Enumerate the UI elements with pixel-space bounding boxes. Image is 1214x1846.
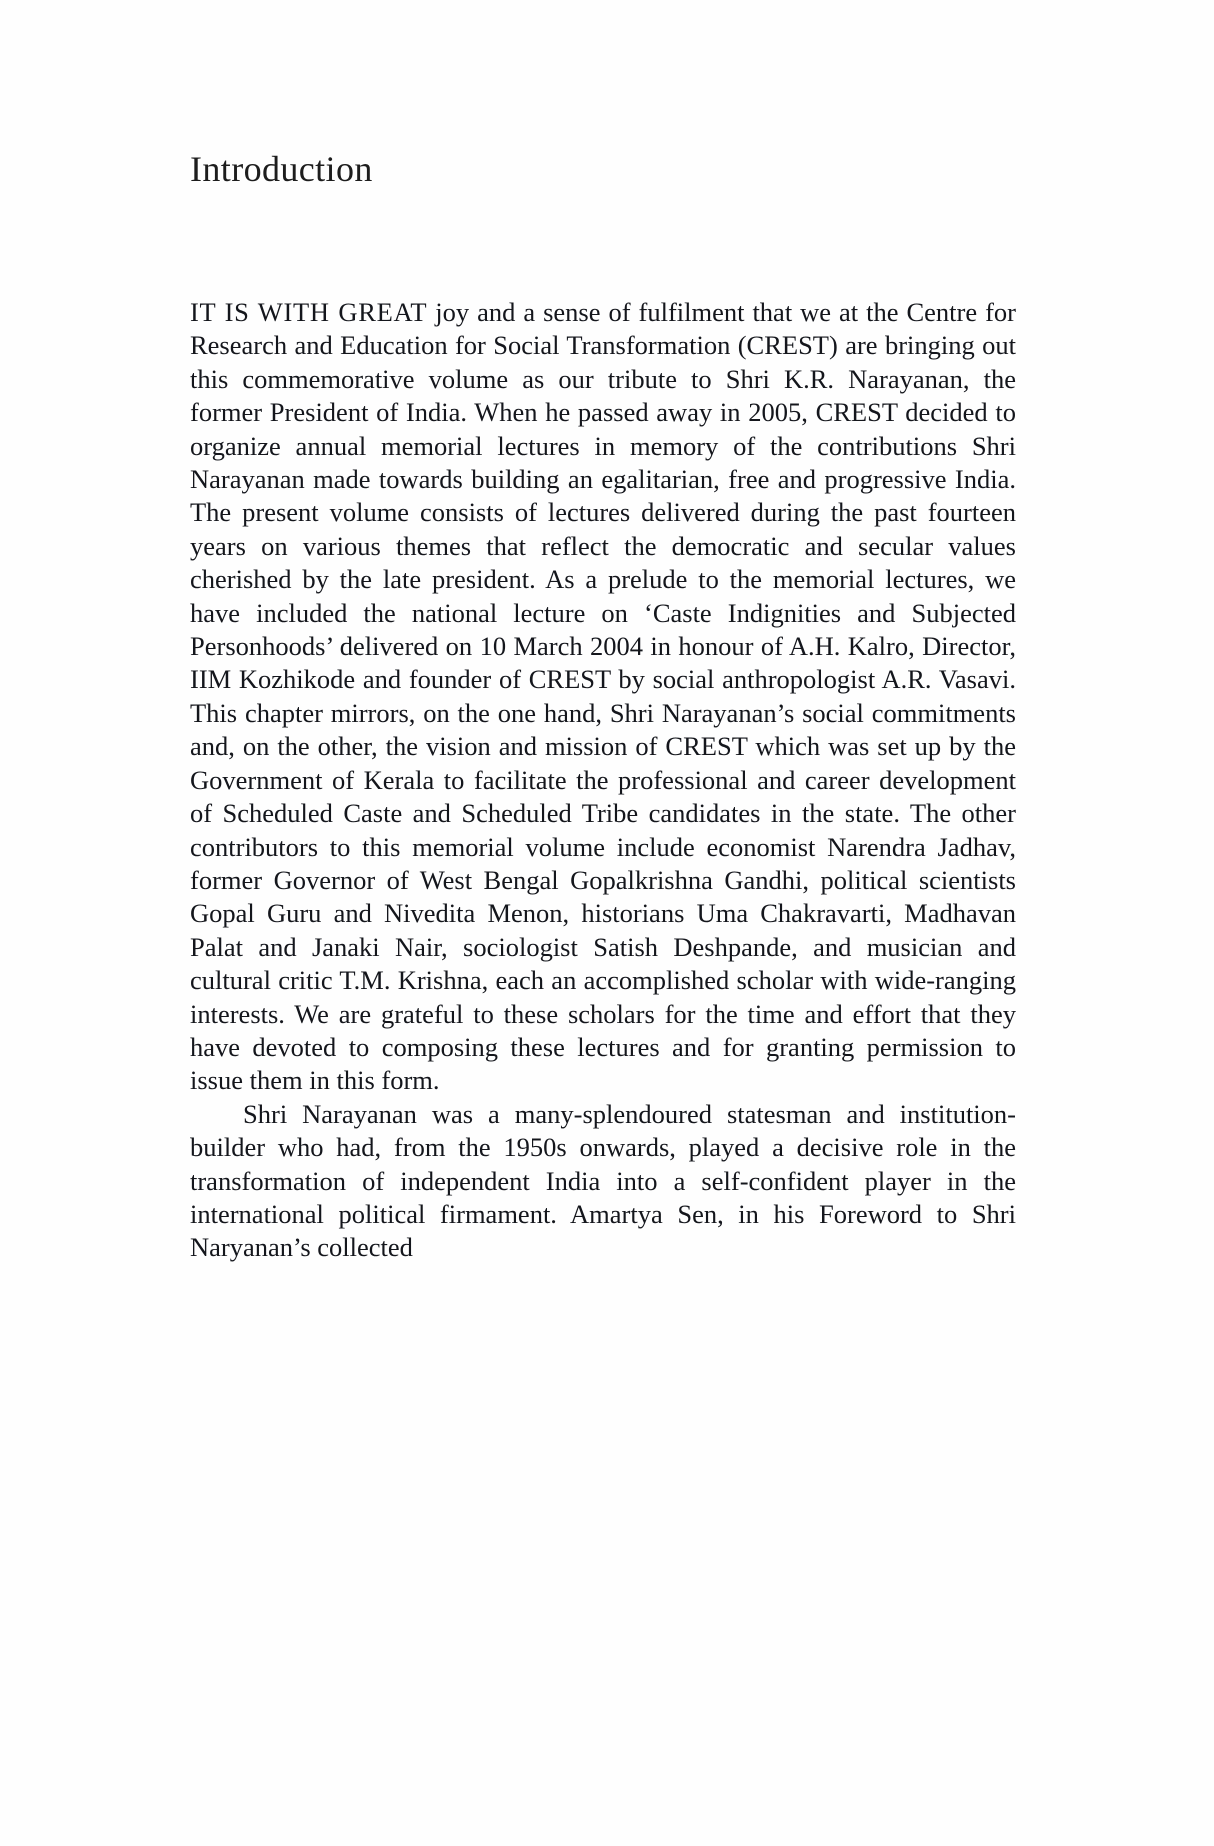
paragraph-second: Shri Narayanan was a many‐splendoured statesman and institution‐builder who had, from the 1950s onwards, played a decisive role in the transformation of independent India into a self‐confident player in the international political firmament. Amartya Sen, in his Foreword to Shri Naryanan’s collected	[190, 1098, 1016, 1263]
body-text	[190, 296, 1016, 1265]
opening-smallcaps: IT IS WITH GREAT	[190, 297, 428, 327]
paragraph-first	[190, 296, 1016, 1098]
page-title: Introduction	[190, 149, 373, 189]
paragraph-first-body: joy and a sense of fulfilment that we at the Centre for Research and Education for Social Transformation (CREST) are bringing out this commemorative volume as our tribute to Shri K.R. Narayanan, the former President of India. When he passed away in 2005, CREST decided to organize annual memorial lectures in memory of the contributions Shri Narayanan made towards building an egalitarian, free and progressive India. The present volume consists of lectures delivered during the past fourteen years on various themes that reflect the democratic and secular values cherished by the late president. As a prelude to the memorial lectures, we have included the national lecture on ‘Caste Indignities and Subjected Personhoods’ delivered on 10 March 2004 in honour of A.H. Kalro, Director, IIM Kozhikode and founder of CREST by social anthropologist A.R. Vasavi. This chapter mirrors, on the one hand, Shri Narayanan’s social commitments and, on the other, the vision and mission of CREST which was set up by the Government of Kerala to facilitate the professional and career development of Scheduled Caste and Scheduled Tribe candidates in the state. The other contributors to this memorial volume include economist Narendra Jadhav, former Governor of West Bengal Gopalkrishna Gandhi, political scientists Gopal Guru and Nivedita Menon, historians Uma Chakravarti, Madhavan Palat and Janaki Nair, sociologist Satish Deshpande, and musician and cultural critic T.M. Krishna, each an accomplished scholar with wide‐ranging interests. We are grateful to these scholars for the time and effort that they have devoted to composing these lectures and for granting permission to issue them in this form.	[190, 297, 1016, 1096]
